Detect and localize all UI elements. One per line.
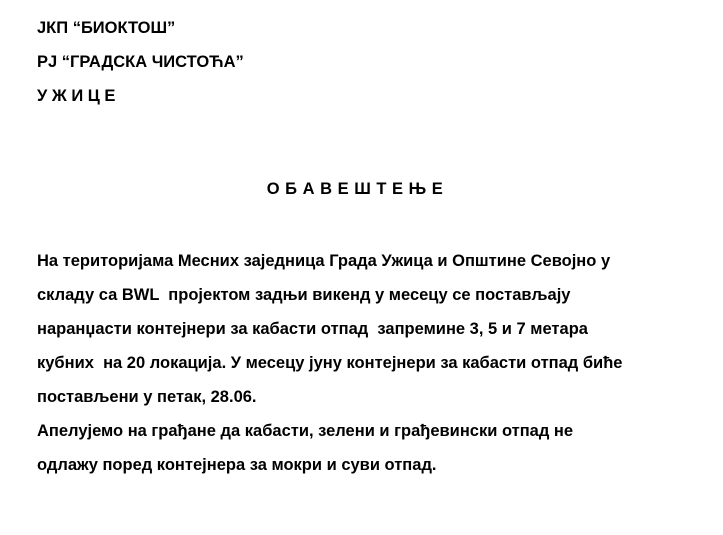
- body-line: Апелујемо на грађане да кабасти, зелени и грађевински отпад не: [37, 422, 574, 440]
- department-name: РЈ “ГРАДСКА ЧИСТОЋА”: [37, 53, 244, 71]
- notice-body: [37, 244, 713, 482]
- organization-header: [37, 11, 244, 113]
- body-line: На територијама Месних заједница Града Ужица и Општине Севојно у: [37, 252, 611, 270]
- company-name: ЈКП “БИОКТОШ”: [37, 19, 176, 37]
- body-line: складу са BWL пројектом задњи викенд у месецу се постављају: [37, 286, 571, 304]
- body-line: одлажу поред контејнера за мокри и суви отпад.: [37, 456, 437, 474]
- body-line: кубних на 20 локација. У месецу јуну контејнери за кабасти отпад биће: [37, 354, 623, 372]
- city-name: У Ж И Ц Е: [37, 87, 116, 105]
- notice-title: О Б А В Е Ш Т Е Њ Е: [266, 180, 444, 198]
- body-line: наранџасти контејнери за кабасти отпад запремине 3, 5 и 7 метара: [37, 320, 588, 338]
- body-line: постављени у петак, 28.06.: [37, 388, 257, 406]
